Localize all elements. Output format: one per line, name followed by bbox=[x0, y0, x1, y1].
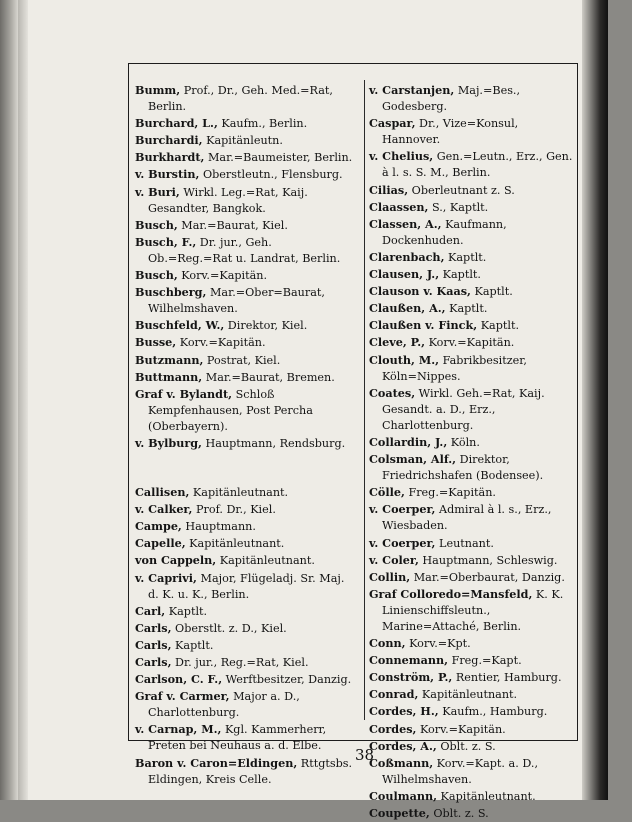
directory-entry bbox=[369, 738, 576, 755]
entry-detail: Oberstleutn., Flensburg. bbox=[199, 168, 343, 182]
entry-detail: Mar.=Baumeister, Berlin. bbox=[204, 151, 353, 165]
entry-name: v. Calker, bbox=[135, 502, 193, 517]
entry-name: Cordes, H., bbox=[369, 704, 439, 719]
entry-name: v. Coerper, bbox=[369, 502, 436, 517]
entry-name: Buschberg, bbox=[135, 285, 207, 300]
entry-detail: S., Kaptlt. bbox=[428, 200, 489, 214]
entry-name: Buschfeld, W., bbox=[135, 318, 225, 333]
left-group-c bbox=[135, 484, 353, 788]
entry-name: Burchard, L., bbox=[135, 116, 218, 131]
entry-name: Baron v. Caron=Eldingen, bbox=[135, 755, 298, 770]
directory-entry bbox=[135, 82, 353, 115]
directory-entry bbox=[369, 148, 576, 181]
entry-detail: Mar.=Ober=Baurat, Wilhelmshaven. bbox=[148, 286, 325, 316]
directory-entry bbox=[135, 552, 353, 569]
entry-detail: Mar.=Baurat, Kiel. bbox=[177, 218, 288, 232]
directory-entry bbox=[135, 484, 353, 501]
entry-detail: Hauptmann. bbox=[181, 520, 256, 534]
directory-entry bbox=[369, 652, 576, 669]
entry-name: Collin, bbox=[369, 569, 411, 584]
entry-detail: Kaufm., Hamburg. bbox=[438, 705, 548, 719]
directory-entry bbox=[369, 552, 576, 569]
entry-detail: Kapitänleutnant. bbox=[418, 688, 518, 702]
directory-entry bbox=[369, 669, 576, 686]
entry-detail: Freg.=Kapt. bbox=[448, 654, 522, 668]
page-edge-shadow bbox=[0, 0, 18, 800]
entry-name: Cleve, P., bbox=[369, 335, 426, 350]
entry-name: v. Coerper, bbox=[369, 535, 436, 550]
directory-entry bbox=[369, 788, 576, 805]
entry-name: Busse, bbox=[135, 335, 177, 350]
entry-detail: Leutnant. bbox=[435, 536, 494, 550]
directory-entry bbox=[369, 805, 576, 822]
entry-detail: Kaptlt. bbox=[470, 285, 513, 299]
entry-detail: Prof., Dr., Geh. Med.=Rat, Berlin. bbox=[148, 84, 333, 114]
directory-entry bbox=[135, 688, 353, 721]
entry-detail: Kaufmann, Dockenhuden. bbox=[382, 217, 507, 247]
directory-entry bbox=[135, 132, 353, 149]
directory-entry bbox=[369, 434, 576, 451]
entry-detail: Freg.=Kapitän. bbox=[404, 486, 496, 500]
directory-entry bbox=[369, 266, 576, 283]
entry-name: v. Bylburg, bbox=[135, 435, 202, 450]
entry-name: Coupette, bbox=[369, 806, 430, 821]
directory-entry bbox=[369, 352, 576, 385]
directory-entry bbox=[135, 518, 353, 535]
entry-name: Carls, bbox=[135, 620, 172, 635]
directory-entry bbox=[369, 484, 576, 501]
entry-name: Coates, bbox=[369, 385, 416, 400]
entry-detail: Hauptmann, Schleswig. bbox=[418, 553, 558, 567]
entry-detail: Oblt. z. S. bbox=[436, 739, 496, 753]
entry-detail: Postrat, Kiel. bbox=[203, 353, 281, 367]
left-group-b bbox=[135, 82, 353, 452]
entry-detail: Kaufm., Berlin. bbox=[217, 117, 308, 131]
entry-name: Carls, bbox=[135, 655, 172, 669]
entry-name: Cölle, bbox=[369, 485, 405, 500]
directory-entry bbox=[369, 317, 576, 334]
entry-name: Campe, bbox=[135, 519, 182, 534]
entry-detail: Köln. bbox=[447, 435, 480, 449]
entry-name: v. Burstin, bbox=[135, 167, 200, 182]
entry-detail: Fabrikbesitzer, Köln=Nippes. bbox=[382, 353, 527, 383]
entry-detail: Schloß Kempfenhausen, Post Percha (Oberbayern). bbox=[148, 387, 313, 433]
directory-entry bbox=[135, 317, 353, 334]
entry-name: Conrad, bbox=[369, 687, 419, 702]
page-edge-stack bbox=[18, 0, 28, 800]
entry-detail: Werftbesitzer, Danzig. bbox=[222, 673, 352, 687]
entry-detail: Major, Flügeladj. Sr. Maj. d. K. u. K., Berlin. bbox=[148, 571, 345, 601]
directory-entry bbox=[369, 635, 576, 652]
directory-entry bbox=[369, 755, 576, 788]
entry-detail: Korv.=Kapitän. bbox=[416, 722, 506, 736]
entry-name: Collardin, J., bbox=[369, 434, 448, 449]
page-number: 38 bbox=[355, 746, 375, 764]
directory-entry bbox=[135, 535, 353, 552]
directory-entry bbox=[135, 386, 353, 435]
directory-entry bbox=[369, 334, 576, 351]
directory-entry bbox=[369, 300, 576, 317]
group-gap bbox=[135, 468, 353, 484]
directory-entry bbox=[135, 603, 353, 620]
entry-name: Claußen v. Finck, bbox=[369, 318, 478, 333]
entry-name: Busch, bbox=[135, 268, 178, 283]
directory-entry bbox=[135, 570, 353, 603]
entry-detail: Kapitänleutnant. bbox=[185, 537, 285, 551]
entry-detail: Oberstlt. z. D., Kiel. bbox=[171, 621, 287, 635]
entry-name: Butzmann, bbox=[135, 352, 204, 367]
directory-entry bbox=[135, 267, 353, 284]
entry-name: Coulmann, bbox=[369, 788, 437, 803]
entry-name: Busch, F., bbox=[135, 234, 197, 249]
entry-name: v. Caprivi, bbox=[135, 570, 197, 585]
directory-entry bbox=[135, 654, 353, 671]
entry-name: Clausen, J., bbox=[369, 267, 440, 282]
entry-name: von Cappeln, bbox=[135, 553, 217, 568]
entry-name: Classen, A., bbox=[369, 216, 442, 231]
directory-entry bbox=[135, 115, 353, 132]
directory-entry bbox=[369, 535, 576, 552]
directory-entry bbox=[135, 620, 353, 637]
entry-name: v. Carstanjen, bbox=[369, 83, 455, 97]
entry-name: v. Buri, bbox=[135, 184, 180, 199]
entry-detail: Korv.=Kapitän. bbox=[176, 336, 266, 350]
entry-detail: Korv.=Kpt. bbox=[405, 637, 471, 651]
directory-entry bbox=[369, 115, 576, 148]
directory-entry bbox=[369, 569, 576, 586]
directory-entry bbox=[135, 501, 353, 518]
directory-entry bbox=[135, 369, 353, 386]
right-column bbox=[369, 82, 576, 822]
entry-name: Claassen, bbox=[369, 199, 429, 214]
column-divider bbox=[364, 80, 365, 720]
directory-entry bbox=[135, 284, 353, 317]
entry-name: Busch, bbox=[135, 217, 178, 232]
entry-detail: Kaptlt. bbox=[439, 268, 481, 282]
entry-name: Cordes, bbox=[369, 721, 417, 736]
directory-entry bbox=[135, 234, 353, 267]
entry-name: Colsman, Alf., bbox=[369, 452, 457, 467]
entry-name: Clarenbach, bbox=[369, 249, 445, 264]
binding-shadow bbox=[582, 0, 608, 800]
entry-detail: Kgl. Kammerherr, Preten bei Neuhaus a. d. Elbe. bbox=[148, 723, 327, 753]
entry-detail: Direktor, Friedrichshafen (Bodensee). bbox=[382, 453, 544, 483]
directory-entry bbox=[369, 249, 576, 266]
entry-detail: Kapitänleutnant. bbox=[189, 486, 289, 500]
entry-detail: Kaptlt. bbox=[444, 250, 487, 264]
entry-name: Graf v. Bylandt, bbox=[135, 386, 233, 401]
directory-entry bbox=[369, 686, 576, 703]
directory-entry bbox=[369, 586, 576, 635]
group-gap bbox=[135, 452, 353, 468]
directory-entry bbox=[135, 755, 353, 788]
entry-name: Graf v. Carmer, bbox=[135, 689, 230, 704]
entry-detail: Kaptlt. bbox=[165, 604, 208, 618]
entry-name: Clouth, M., bbox=[369, 352, 440, 367]
entry-name: Claußen, A., bbox=[369, 301, 446, 316]
directory-entry bbox=[135, 217, 353, 234]
entry-name: Carlson, C. F., bbox=[135, 672, 223, 687]
entry-detail: Oblt. z. S. bbox=[429, 807, 489, 821]
directory-entry bbox=[135, 149, 353, 166]
entry-name: Burkhardt, bbox=[135, 150, 205, 165]
entry-detail: Gen.=Leutn., Erz., Gen. à l. s. S. M., Berlin. bbox=[382, 150, 573, 180]
entry-name: Clauson v. Kaas, bbox=[369, 284, 471, 299]
directory-entry bbox=[369, 501, 576, 534]
directory-entry bbox=[369, 182, 576, 199]
right-group-c bbox=[369, 82, 576, 822]
entry-name: Cilias, bbox=[369, 182, 409, 197]
entry-name: Buttmann, bbox=[135, 369, 203, 384]
entry-name: Capelle, bbox=[135, 536, 186, 551]
directory-entry bbox=[369, 451, 576, 484]
directory-entry bbox=[135, 184, 353, 217]
entry-detail: Mar.=Oberbaurat, Danzig. bbox=[410, 570, 565, 584]
entry-detail: Wirkl. Geh.=Rat, Kaij. Gesandt. a. D., Erz., Charlottenburg. bbox=[382, 386, 545, 432]
directory-entry bbox=[135, 352, 353, 369]
entry-name: Conn, bbox=[369, 636, 406, 651]
entry-detail: Korv.=Kapitän. bbox=[425, 336, 515, 350]
entry-detail: Kapitänleutnant. bbox=[216, 554, 315, 568]
directory-entry bbox=[135, 637, 353, 654]
entry-detail: Prof. Dr., Kiel. bbox=[192, 503, 276, 517]
entry-name: Conström, P., bbox=[369, 670, 453, 685]
directory-entry bbox=[369, 82, 576, 115]
entry-name: v. Carnap, M., bbox=[135, 722, 222, 737]
directory-entry bbox=[135, 721, 353, 754]
entry-name: Connemann, bbox=[369, 653, 449, 668]
entry-detail: Major a. D., Charlottenburg. bbox=[148, 690, 300, 720]
directory-entry bbox=[135, 671, 353, 688]
entry-detail: Direktor, Kiel. bbox=[224, 319, 308, 333]
entry-detail: Maj.=Bes., Godesberg. bbox=[382, 84, 521, 114]
entry-detail: Kaptlt. bbox=[477, 319, 520, 333]
entry-detail: Kapitänleutnant. bbox=[437, 789, 536, 803]
entry-name: Burchardi, bbox=[135, 133, 203, 148]
entry-name: Carls, bbox=[135, 637, 172, 652]
entry-name: v. Chelius, bbox=[369, 149, 434, 164]
entry-detail: Kapitänleutn. bbox=[202, 134, 283, 148]
directory-entry bbox=[369, 216, 576, 249]
entry-detail: Kaptlt. bbox=[171, 638, 214, 652]
entry-detail: Dr. jur., Geh. Ob.=Reg.=Rat u. Landrat, Berlin. bbox=[148, 235, 341, 265]
entry-detail: Kaptlt. bbox=[445, 302, 488, 316]
entry-name: v. Coler, bbox=[369, 552, 419, 567]
entry-detail: Dr., Vize=Konsul, Hannover. bbox=[382, 117, 519, 147]
entry-detail: Wirkl. Leg.=Rat, Kaij. Gesandter, Bangkok. bbox=[148, 185, 308, 215]
entry-name: Graf Colloredo=Mansfeld, bbox=[369, 586, 533, 601]
directory-entry bbox=[135, 334, 353, 351]
directory-entry bbox=[369, 199, 576, 216]
entry-name: Cordes, A., bbox=[369, 738, 437, 753]
entry-detail: Rttgtsbs. Eldingen, Kreis Celle. bbox=[148, 756, 353, 786]
entry-detail: Korv.=Kapt. a. D., Wilhelmshaven. bbox=[382, 756, 539, 786]
entry-detail: Admiral à l. s., Erz., Wiesbaden. bbox=[382, 503, 552, 533]
directory-entry bbox=[369, 703, 576, 720]
entry-name: Caspar, bbox=[369, 116, 416, 131]
entry-detail: Korv.=Kapitän. bbox=[177, 269, 268, 283]
entry-detail: Dr. jur., Reg.=Rat, Kiel. bbox=[171, 656, 309, 669]
entry-name: Bumm, bbox=[135, 83, 181, 97]
directory-entry bbox=[135, 166, 353, 183]
directory-entry bbox=[369, 721, 576, 738]
entry-detail: Mar.=Baurat, Bremen. bbox=[202, 370, 335, 384]
entry-detail: Rentier, Hamburg. bbox=[452, 671, 562, 685]
left-column bbox=[135, 82, 353, 788]
entry-detail: Oberleutnant z. S. bbox=[408, 183, 515, 197]
entry-name: Carl, bbox=[135, 603, 166, 618]
entry-name: Callisen, bbox=[135, 485, 190, 500]
directory-entry bbox=[369, 385, 576, 434]
entry-name: Coßmann, bbox=[369, 755, 434, 770]
entry-detail: Hauptmann, Rendsburg. bbox=[201, 436, 346, 450]
directory-entry bbox=[135, 435, 353, 452]
directory-entry bbox=[369, 283, 576, 300]
entry-detail: K. K. Linienschiffsleutn., Marine=Attaché, Berlin. bbox=[382, 587, 564, 633]
